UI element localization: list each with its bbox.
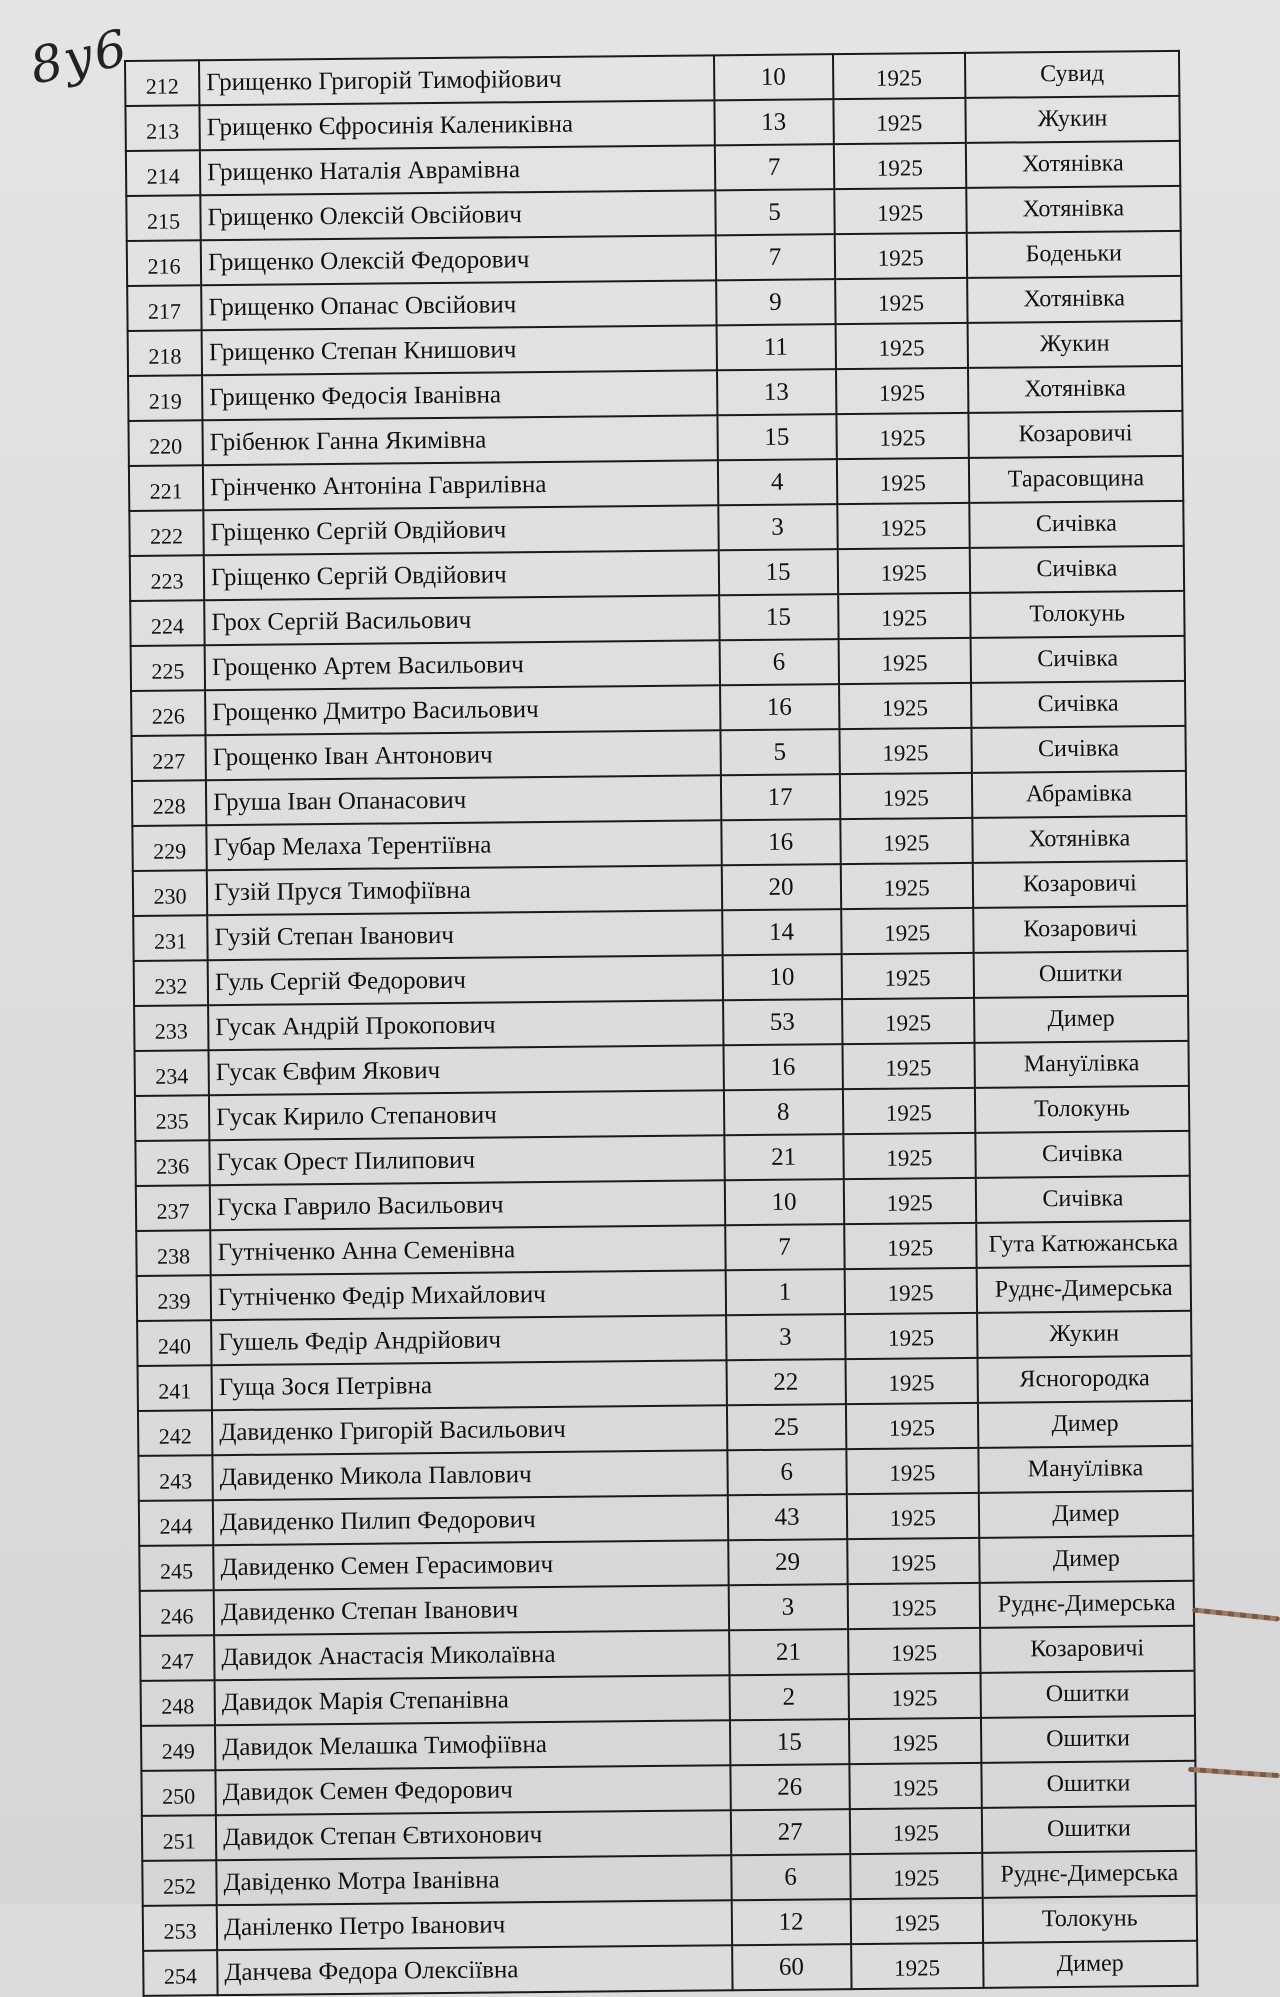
age-cell: 3 <box>718 504 838 550</box>
village-cell: Тарасовщина <box>969 456 1184 503</box>
year-cell: 1925 <box>846 1448 979 1494</box>
year-cell: 1925 <box>837 458 970 504</box>
person-name-cell: Грищенко Степан Книшович <box>202 325 717 375</box>
village-cell: Руднє-Димерська <box>979 1581 1194 1628</box>
year-cell: 1925 <box>844 1268 977 1314</box>
village-cell: Мануїлівка <box>978 1446 1193 1493</box>
year-cell: 1925 <box>835 278 968 324</box>
year-cell: 1925 <box>847 1538 980 1584</box>
age-cell: 2 <box>729 1674 849 1720</box>
person-name-cell: Гуска Гаврило Васильович <box>210 1180 725 1230</box>
register-table-body <box>125 51 1198 1996</box>
year-cell: 1925 <box>836 413 969 459</box>
entry-number-cell: 219 <box>128 375 202 421</box>
entry-number-cell: 214 <box>126 150 200 196</box>
person-name-cell: Грищенко Наталія Аврамівна <box>200 145 715 195</box>
entry-number-cell: 212 <box>125 60 199 106</box>
year-cell: 1925 <box>851 1943 984 1989</box>
entry-number-cell: 247 <box>140 1635 214 1681</box>
entry-number-cell: 225 <box>131 645 205 691</box>
person-name-cell: Даніленко Петро Іванович <box>217 1900 732 1950</box>
entry-number-cell: 254 <box>143 1950 217 1996</box>
age-cell: 60 <box>732 1944 852 1990</box>
entry-number-cell: 223 <box>130 555 204 601</box>
village-cell: Хотянівка <box>966 186 1181 233</box>
village-cell: Сичівка <box>970 636 1185 683</box>
age-cell: 16 <box>720 684 840 730</box>
village-cell: Ошитки <box>981 1761 1196 1808</box>
year-cell: 1925 <box>840 818 973 864</box>
age-cell: 15 <box>730 1719 850 1765</box>
person-name-cell: Гуль Сергій Федорович <box>208 955 723 1005</box>
village-cell: Жукин <box>967 321 1182 368</box>
year-cell: 1925 <box>845 1358 978 1404</box>
person-name-cell: Давидок Степан Євтихонович <box>216 1810 731 1860</box>
age-cell: 21 <box>729 1629 849 1675</box>
year-cell: 1925 <box>837 548 970 594</box>
year-cell: 1925 <box>849 1763 982 1809</box>
person-name-cell: Давиденко Григорій Васильович <box>212 1405 727 1455</box>
person-name-cell: Гріщенко Сергій Овдійович <box>203 505 718 555</box>
entry-number-cell: 235 <box>135 1095 209 1141</box>
handwritten-page-number: 8у6 <box>25 18 134 96</box>
person-name-cell: Гуща Зося Петрівна <box>212 1360 727 1410</box>
age-cell: 16 <box>721 819 841 865</box>
year-cell: 1925 <box>848 1628 981 1674</box>
person-name-cell: Грищенко Олексій Овсійович <box>200 190 715 240</box>
entry-number-cell: 242 <box>138 1410 212 1456</box>
age-cell: 7 <box>715 234 835 280</box>
village-cell: Боденьки <box>966 231 1181 278</box>
age-cell: 15 <box>718 549 838 595</box>
year-cell: 1925 <box>840 863 973 909</box>
age-cell: 20 <box>721 864 841 910</box>
village-cell: Хотянівка <box>972 816 1187 863</box>
entry-number-cell: 228 <box>132 780 206 826</box>
village-cell: Руднє-Димерська <box>976 1266 1191 1313</box>
entry-number-cell: 246 <box>140 1590 214 1636</box>
entry-number-cell: 249 <box>141 1725 215 1771</box>
age-cell: 14 <box>722 909 842 955</box>
entry-number-cell: 253 <box>143 1905 217 1951</box>
village-cell: Козаровичі <box>968 411 1183 458</box>
year-cell: 1925 <box>849 1808 982 1854</box>
person-name-cell: Грібенюк Ганна Якимівна <box>203 415 718 465</box>
entry-number-cell: 234 <box>135 1050 209 1096</box>
year-cell: 1925 <box>848 1673 981 1719</box>
year-cell: 1925 <box>838 638 971 684</box>
village-cell: Козаровичі <box>973 861 1188 908</box>
village-cell: Сичівка <box>975 1131 1190 1178</box>
year-cell: 1925 <box>845 1313 978 1359</box>
village-cell: Димер <box>979 1536 1194 1583</box>
entry-number-cell: 240 <box>137 1320 211 1366</box>
person-name-cell: Грищенко Федосія Іванівна <box>202 370 717 420</box>
age-cell: 1 <box>725 1269 845 1315</box>
age-cell: 17 <box>720 774 840 820</box>
village-cell: Козаровичі <box>980 1626 1195 1673</box>
binding-thread <box>1188 1767 1280 1778</box>
binding-thread <box>1192 1607 1280 1621</box>
year-cell: 1925 <box>849 1718 982 1764</box>
village-cell: Ошитки <box>981 1716 1196 1763</box>
village-cell: Мануїлівка <box>974 1041 1189 1088</box>
year-cell: 1925 <box>841 908 974 954</box>
age-cell: 9 <box>716 279 836 325</box>
age-cell: 6 <box>719 639 839 685</box>
village-cell: Димер <box>974 996 1189 1043</box>
person-name-cell: Груша Іван Опанасович <box>206 775 721 825</box>
age-cell: 4 <box>717 459 837 505</box>
person-name-cell: Грощенко Іван Антонович <box>206 730 721 780</box>
entry-number-cell: 250 <box>141 1770 215 1816</box>
year-cell: 1925 <box>850 1898 983 1944</box>
age-cell: 10 <box>724 1179 844 1225</box>
age-cell: 6 <box>731 1854 851 1900</box>
entry-number-cell: 220 <box>128 420 202 466</box>
year-cell: 1925 <box>834 188 967 234</box>
entry-number-cell: 236 <box>135 1140 209 1186</box>
village-cell: Димер <box>983 1941 1198 1988</box>
person-name-cell: Грищенко Опанас Овсійович <box>201 280 716 330</box>
year-cell: 1925 <box>842 998 975 1044</box>
age-cell: 6 <box>727 1449 847 1495</box>
year-cell: 1925 <box>834 233 967 279</box>
entry-number-cell: 244 <box>139 1500 213 1546</box>
person-name-cell: Грощенко Артем Васильович <box>205 640 720 690</box>
village-cell: Хотянівка <box>966 141 1181 188</box>
age-cell: 15 <box>719 594 839 640</box>
entry-number-cell: 213 <box>125 105 199 151</box>
person-name-cell: Гріщенко Сергій Овдійович <box>204 550 719 600</box>
village-cell: Сичівка <box>970 546 1185 593</box>
person-name-cell: Давіденко Мотра Іванівна <box>216 1855 731 1905</box>
village-cell: Жукин <box>965 96 1180 143</box>
year-cell: 1925 <box>842 1043 975 1089</box>
year-cell: 1925 <box>833 143 966 189</box>
entry-number-cell: 226 <box>131 690 205 736</box>
person-name-cell: Гузій Степан Іванович <box>207 910 722 960</box>
year-cell: 1925 <box>836 368 969 414</box>
person-name-cell: Грощенко Дмитро Васильович <box>205 685 720 735</box>
village-cell: Абрамівка <box>972 771 1187 818</box>
entry-number-cell: 251 <box>142 1815 216 1861</box>
age-cell: 22 <box>726 1359 846 1405</box>
age-cell: 7 <box>714 144 834 190</box>
entry-number-cell: 238 <box>136 1230 210 1276</box>
year-cell: 1925 <box>844 1223 977 1269</box>
age-cell: 3 <box>728 1584 848 1630</box>
entry-number-cell: 230 <box>133 870 207 916</box>
village-cell: Толокунь <box>975 1086 1190 1133</box>
person-name-cell: Губар Мелаха Терентіївна <box>206 820 721 870</box>
village-cell: Толокунь <box>982 1896 1197 1943</box>
entry-number-cell: 239 <box>137 1275 211 1321</box>
year-cell: 1925 <box>837 503 970 549</box>
year-cell: 1925 <box>839 683 972 729</box>
person-name-cell: Грищенко Єфросинія Калениківна <box>200 100 715 150</box>
person-name-cell: Давиденко Степан Іванович <box>214 1585 729 1635</box>
village-cell: Ясногородка <box>977 1356 1192 1403</box>
year-cell: 1925 <box>843 1178 976 1224</box>
entry-number-cell: 222 <box>129 510 203 556</box>
entry-number-cell: 218 <box>128 330 202 376</box>
person-name-cell: Грох Сергій Васильович <box>204 595 719 645</box>
village-cell: Сувид <box>965 51 1180 98</box>
victims-register-table <box>124 50 1199 1997</box>
age-cell: 3 <box>726 1314 846 1360</box>
person-name-cell: Давиденко Семен Герасимович <box>213 1540 728 1590</box>
person-name-cell: Давидок Семен Федорович <box>215 1765 730 1815</box>
village-cell: Козаровичі <box>973 906 1188 953</box>
entry-number-cell: 241 <box>138 1365 212 1411</box>
entry-number-cell: 232 <box>134 960 208 1006</box>
year-cell: 1925 <box>843 1133 976 1179</box>
village-cell: Димер <box>979 1491 1194 1538</box>
age-cell: 25 <box>726 1404 846 1450</box>
table-row <box>143 1941 1197 1996</box>
year-cell: 1925 <box>833 53 966 99</box>
village-cell: Димер <box>978 1401 1193 1448</box>
entry-number-cell: 243 <box>138 1455 212 1501</box>
age-cell: 21 <box>724 1134 844 1180</box>
village-cell: Ошитки <box>980 1671 1195 1718</box>
age-cell: 43 <box>727 1494 847 1540</box>
age-cell: 8 <box>723 1089 843 1135</box>
entry-number-cell: 245 <box>139 1545 213 1591</box>
village-cell: Хотянівка <box>967 276 1182 323</box>
year-cell: 1925 <box>850 1853 983 1899</box>
age-cell: 13 <box>717 369 837 415</box>
age-cell: 26 <box>730 1764 850 1810</box>
person-name-cell: Гушель Федір Андрійович <box>211 1315 726 1365</box>
age-cell: 53 <box>723 999 843 1045</box>
person-name-cell: Гусак Євфим Якович <box>209 1045 724 1095</box>
entry-number-cell: 224 <box>130 600 204 646</box>
entry-number-cell: 237 <box>136 1185 210 1231</box>
person-name-cell: Давидок Анастасія Миколаївна <box>214 1630 729 1680</box>
person-name-cell: Гусак Кирило Степанович <box>209 1090 724 1140</box>
year-cell: 1925 <box>846 1493 979 1539</box>
entry-number-cell: 215 <box>126 195 200 241</box>
age-cell: 5 <box>715 189 835 235</box>
year-cell: 1925 <box>835 323 968 369</box>
age-cell: 7 <box>725 1224 845 1270</box>
age-cell: 15 <box>717 414 837 460</box>
year-cell: 1925 <box>846 1403 979 1449</box>
entry-number-cell: 231 <box>133 915 207 961</box>
village-cell: Толокунь <box>970 591 1185 638</box>
year-cell: 1925 <box>843 1088 976 1134</box>
village-cell: Сичівка <box>969 501 1184 548</box>
entry-number-cell: 221 <box>129 465 203 511</box>
village-cell: Жукин <box>977 1311 1192 1358</box>
entry-number-cell: 233 <box>134 1005 208 1051</box>
village-cell: Хотянівка <box>968 366 1183 413</box>
entry-number-cell: 227 <box>131 735 205 781</box>
person-name-cell: Грищенко Григорій Тимофійович <box>199 55 714 105</box>
year-cell: 1925 <box>839 728 972 774</box>
entry-number-cell: 252 <box>142 1860 216 1906</box>
person-name-cell: Данчева Федора Олексіївна <box>217 1945 732 1995</box>
village-cell: Гута Катюжанська <box>976 1221 1191 1268</box>
age-cell: 10 <box>722 954 842 1000</box>
person-name-cell: Гусак Орест Пилипович <box>209 1135 724 1185</box>
village-cell: Руднє-Димерська <box>982 1851 1197 1898</box>
entry-number-cell: 217 <box>127 285 201 331</box>
age-cell: 16 <box>723 1044 843 1090</box>
year-cell: 1925 <box>833 98 966 144</box>
age-cell: 10 <box>714 54 834 100</box>
entry-number-cell: 216 <box>127 240 201 286</box>
person-name-cell: Гузій Пруся Тимофіївна <box>207 865 722 915</box>
year-cell: 1925 <box>840 773 973 819</box>
age-cell: 12 <box>731 1899 851 1945</box>
person-name-cell: Гутніченко Федір Михайлович <box>211 1270 726 1320</box>
person-name-cell: Грищенко Олексій Федорович <box>201 235 716 285</box>
person-name-cell: Давиденко Микола Павлович <box>212 1450 727 1500</box>
age-cell: 11 <box>716 324 836 370</box>
village-cell: Сичівка <box>976 1176 1191 1223</box>
age-cell: 5 <box>720 729 840 775</box>
village-cell: Сичівка <box>971 726 1186 773</box>
person-name-cell: Давиденко Пилип Федорович <box>213 1495 728 1545</box>
person-name-cell: Гутніченко Анна Семенівна <box>210 1225 725 1275</box>
person-name-cell: Гусак Андрій Прокопович <box>208 1000 723 1050</box>
village-cell: Сичівка <box>971 681 1186 728</box>
entry-number-cell: 229 <box>132 825 206 871</box>
village-cell: Ошитки <box>982 1806 1197 1853</box>
year-cell: 1925 <box>841 953 974 999</box>
person-name-cell: Давидок Марія Степанівна <box>215 1675 730 1725</box>
year-cell: 1925 <box>847 1583 980 1629</box>
person-name-cell: Грінченко Антоніна Гаврилівна <box>203 460 718 510</box>
age-cell: 29 <box>728 1539 848 1585</box>
entry-number-cell: 248 <box>141 1680 215 1726</box>
age-cell: 13 <box>714 99 834 145</box>
person-name-cell: Давидок Мелашка Тимофіївна <box>215 1720 730 1770</box>
year-cell: 1925 <box>838 593 971 639</box>
age-cell: 27 <box>730 1809 850 1855</box>
village-cell: Ошитки <box>973 951 1188 998</box>
